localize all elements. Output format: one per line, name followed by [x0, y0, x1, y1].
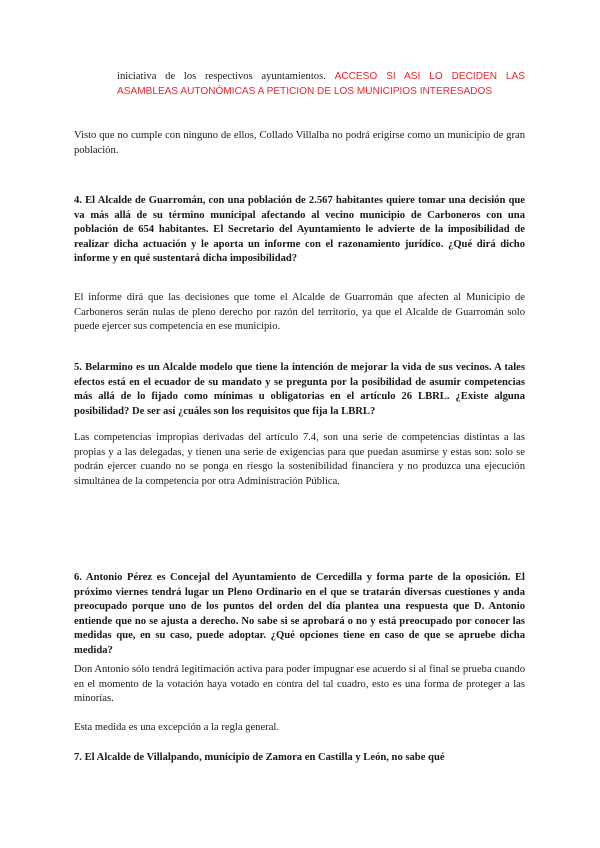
question-7: 7. El Alcalde de Villalpando, municipio de Zamora en Castilla y León, no sabe qué [74, 752, 445, 763]
intro-paragraph [117, 70, 525, 99]
answer-6: Don Antonio sólo tendrá legitimación activa para poder impugnar ese acuerdo si al final se prueba cuando en el momento de la votación haya votado en contra del tal cuadro, esto es una forma de proteger a las minorías. [74, 664, 525, 705]
question-4: 4. El Alcalde de Guarromán, con una población de 2.567 habitantes quiere tomar una decisión que va más allá de su término municipal afectando al vecino municipio de Carboneros con una población de 654 habitantes. El Secretario del Ayuntamiento le advierte de la imposibilidad de realizar dicha actuación y le aporta un informe con el razonamiento jurídico. ¿Qué dirá dicho informe y en qué sustentará dicha imposibilidad? [74, 195, 525, 265]
answer-5: Las competencias impropias derivadas del artículo 7.4, son una serie de competencias distintas a las propias y a las delegadas, y tienen una serie de exigencias para que puedan asumirse y estas son: solo se podrán ejercer cuando no se ponga en riesgo la sostenibilidad financiera y no produzca una ejecución simultánea de la competencia por otra Administración Pública. [74, 432, 525, 487]
question-6: 6. Antonio Pérez es Concejal del Ayuntamiento de Cercedilla y forma parte de la oposición. El próximo viernes tendrá lugar un Pleno Ordinario en el que se tratarán diversas cuestiones y anda preocupado porque uno de los puntos del orden del día plantea una respuesta que D. Antonio entiende que no se ajusta a derecho. No sabe si se aprobará o no y está preocupado por conocer las medidas que, en su caso, puede adoptar. ¿Qué opciones tiene en caso de que se apruebe dicha medida? [74, 572, 525, 656]
intro-highlight-text: ACCESO SI ASI LO DECIDEN LAS ASAMBLEAS AUTONÓMICAS A PETICION DE LOS MUNICIPIOS INTERESADOS [117, 71, 525, 97]
question-5: 5. Belarmino es un Alcalde modelo que tiene la intención de mejorar la vida de sus vecinos. A tales efectos está en el ecuador de su mandato y se pregunta por la posibilidad de asumir competencias más allá de lo fijado como mínimas u obligatorias en el artículo 26 LBRL. ¿Existe alguna posibilidad? De ser así ¿cuáles son los requisitos que fija la LBRL? [74, 362, 525, 417]
note-6: Esta medida es una excepción a la regla general. [74, 722, 280, 733]
intro-lead-text: iniciativa de los respectivos ayuntamientos. [117, 71, 326, 82]
intro-conclusion: Visto que no cumple con ninguno de ellos, Collado Villalba no podrá erigirse como un municipio de gran población. [74, 130, 525, 156]
answer-4: El informe dirá que las decisiones que tome el Alcalde de Guarromán que afecten al Municipio de Carboneros serán nulas de pleno derecho por razón del territorio, ya que el Alcalde de Guarromán solo puede ejercer sus competencia en ese municipio. [74, 292, 525, 333]
